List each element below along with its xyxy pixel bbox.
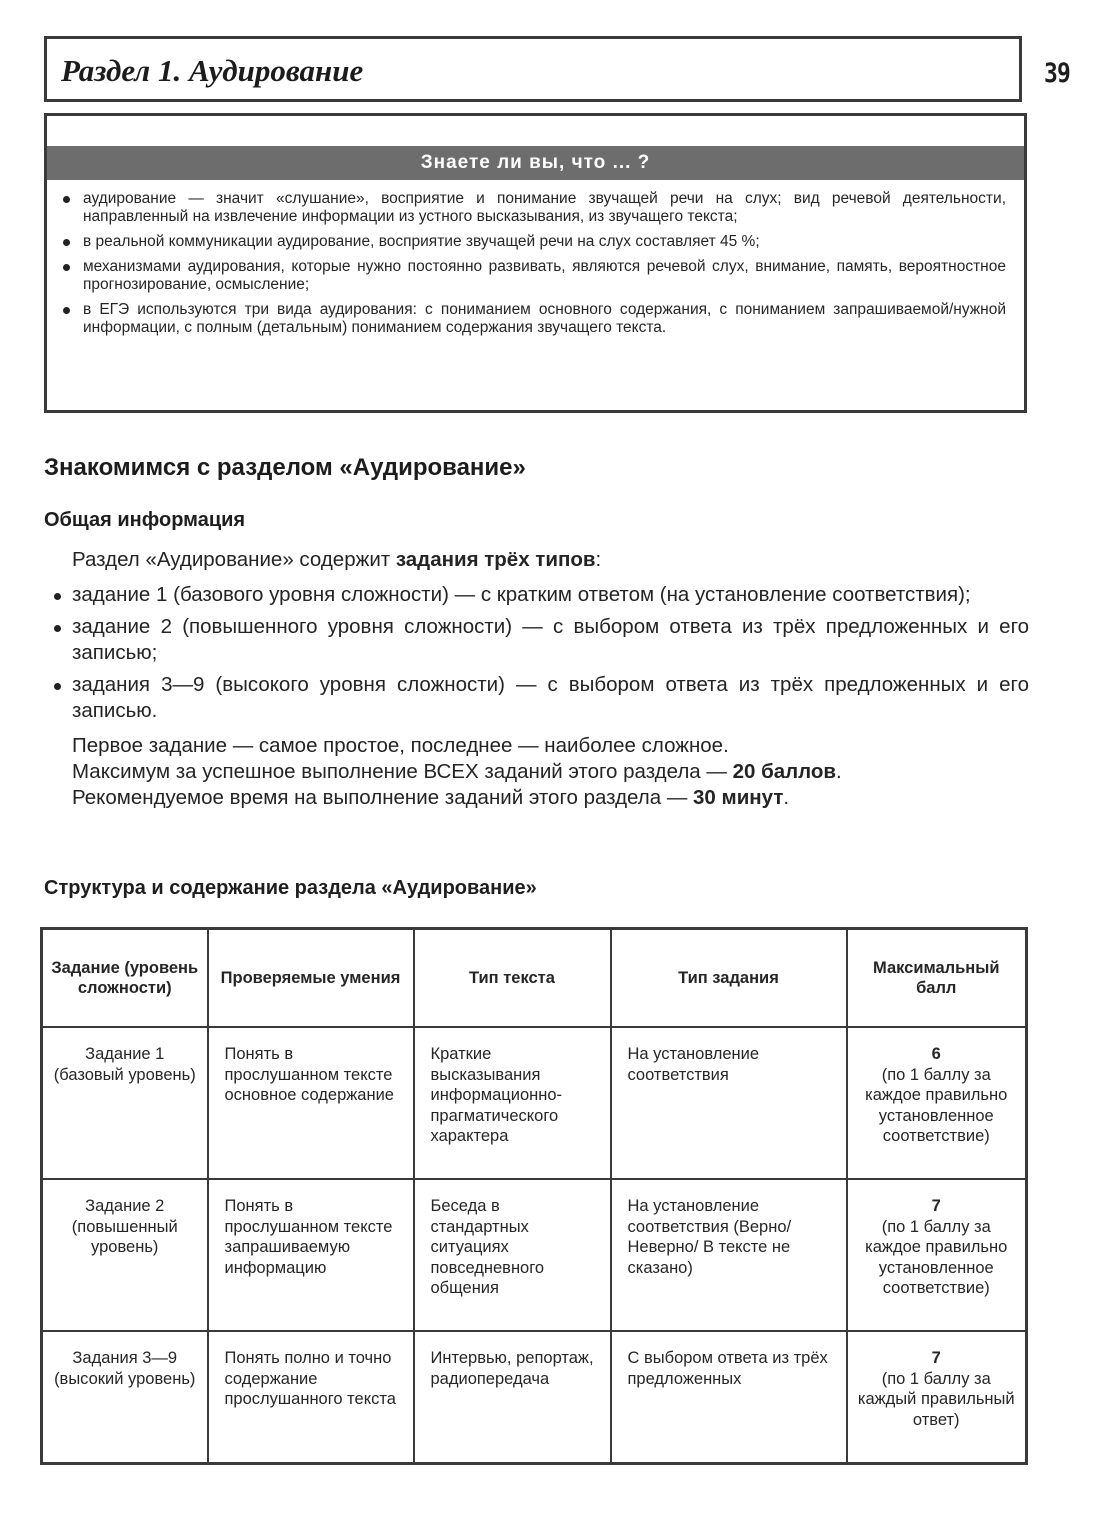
max-score-value: 20 баллов: [732, 760, 837, 783]
points-value: 7: [931, 1349, 941, 1367]
structure-heading: Структура и содержание раздела «Аудирование»: [44, 877, 537, 899]
table-cell: Понять в прослушанном тексте основное содержание: [208, 1027, 414, 1179]
table-row: [42, 1331, 1027, 1464]
punctuation: .: [836, 760, 842, 783]
section-header-box: [44, 36, 1022, 102]
list-item: задания 3—9 (высокого уровня сложности) — с выбором ответа из трёх предложенных и его записью.: [44, 672, 1029, 724]
list-item: механизмами аудирования, которые нужно постоянно развивать, являются речевой слух, внимание, память, вероятностное прогнозирование, осмысление;: [63, 258, 1006, 294]
table-row: [42, 1179, 1027, 1331]
points-value: 7: [931, 1197, 941, 1215]
main-heading: Знакомимся с разделом «Аудирование»: [44, 454, 526, 481]
table-cell: [847, 1179, 1027, 1331]
structure-table: [40, 927, 1028, 1465]
table-row: [42, 1027, 1027, 1179]
summary-paragraph: [44, 733, 1029, 811]
table-cell: На установление соответствия (Верно/Неверно/ В тексте не сказано): [611, 1179, 847, 1331]
table-cell: Задания 3—9 (высокий уровень): [42, 1331, 208, 1464]
column-header: Проверяемые умения: [208, 929, 414, 1028]
table-cell: [847, 1331, 1027, 1464]
summary-line-1: Первое задание — самое простое, последнее — наиболее сложное.: [72, 734, 729, 757]
did-you-know-list: [47, 190, 1024, 337]
intro-bold: задания трёх типов: [395, 548, 596, 571]
column-header: Тип задания: [611, 929, 847, 1028]
did-you-know-title: Знаете ли вы, что ... ?: [47, 146, 1024, 180]
column-header: Тип текста: [414, 929, 611, 1028]
intro-text: Раздел «Аудирование» содержит: [72, 548, 396, 571]
points-note: (по 1 баллу за каждое правильно установленное соответствие): [865, 1065, 1008, 1145]
list-item: в реальной коммуникации аудирование, восприятие звучащей речи на слух составляет 45 %;: [63, 233, 1006, 251]
section-title: Раздел 1. Аудирование: [61, 53, 364, 88]
column-header: Задание (уровень сложности): [42, 929, 208, 1028]
summary-line-3: [72, 785, 1029, 811]
table-cell: Задание 1 (базовый уровень): [42, 1027, 208, 1179]
task-types-list: [44, 582, 1029, 724]
time-text: Рекомендуемое время на выполнение заданий этого раздела —: [72, 786, 694, 809]
points-note: (по 1 баллу за каждое правильно установленное соответствие): [865, 1217, 1008, 1297]
list-item: аудирование — значит «слушание», восприятие и понимание звучащей речи на слух; вид речевой деятельности, направленный на извлечение информации из устного высказывания, из звучащего текста;: [63, 190, 1006, 226]
table-cell: Задание 2 (повышенный уровень): [42, 1179, 208, 1331]
intro-paragraph: [44, 547, 1029, 573]
table-cell: Интервью, репортаж, радиопередача: [414, 1331, 611, 1464]
table-cell: [847, 1027, 1027, 1179]
page-number: 39: [1044, 58, 1070, 89]
table-header-row: [42, 929, 1027, 1028]
table-cell: Беседа в стандартных ситуациях повседневного общения: [414, 1179, 611, 1331]
general-info-body: [44, 547, 1029, 811]
general-info-heading: Общая информация: [44, 509, 246, 531]
list-item: задание 1 (базового уровня сложности) — с кратким ответом (на установление соответствия);: [44, 582, 1029, 608]
list-item: задание 2 (повышенного уровня сложности) — с выбором ответа из трёх предложенных и его записью;: [44, 614, 1029, 666]
max-score-text: Максимум за успешное выполнение ВСЕХ заданий этого раздела —: [72, 760, 733, 783]
intro-suffix: :: [595, 548, 602, 571]
points-note: (по 1 баллу за каждый правильный ответ): [857, 1369, 1015, 1429]
punctuation: .: [783, 786, 790, 809]
column-header: Максимальный балл: [847, 929, 1027, 1028]
points-value: 6: [931, 1045, 941, 1063]
list-item: в ЕГЭ используются три вида аудирования: с пониманием основного содержания, с пониманием запрашиваемой/нужной информации, с полным (детальным) пониманием содержания звучащего текста.: [63, 301, 1006, 337]
did-you-know-box: [44, 113, 1027, 413]
table-cell: Понять полно и точно содержание прослушанного текста: [208, 1331, 414, 1464]
time-value: 30 минут: [693, 786, 784, 809]
table-cell: С выбором ответа из трёх предложенных: [611, 1331, 847, 1464]
table-cell: На установление соответствия: [611, 1027, 847, 1179]
table-cell: Краткие высказывания информационно-прагматического характера: [414, 1027, 611, 1179]
table-cell: Понять в прослушанном тексте запрашиваемую информацию: [208, 1179, 414, 1331]
summary-line-2: [72, 759, 1029, 785]
